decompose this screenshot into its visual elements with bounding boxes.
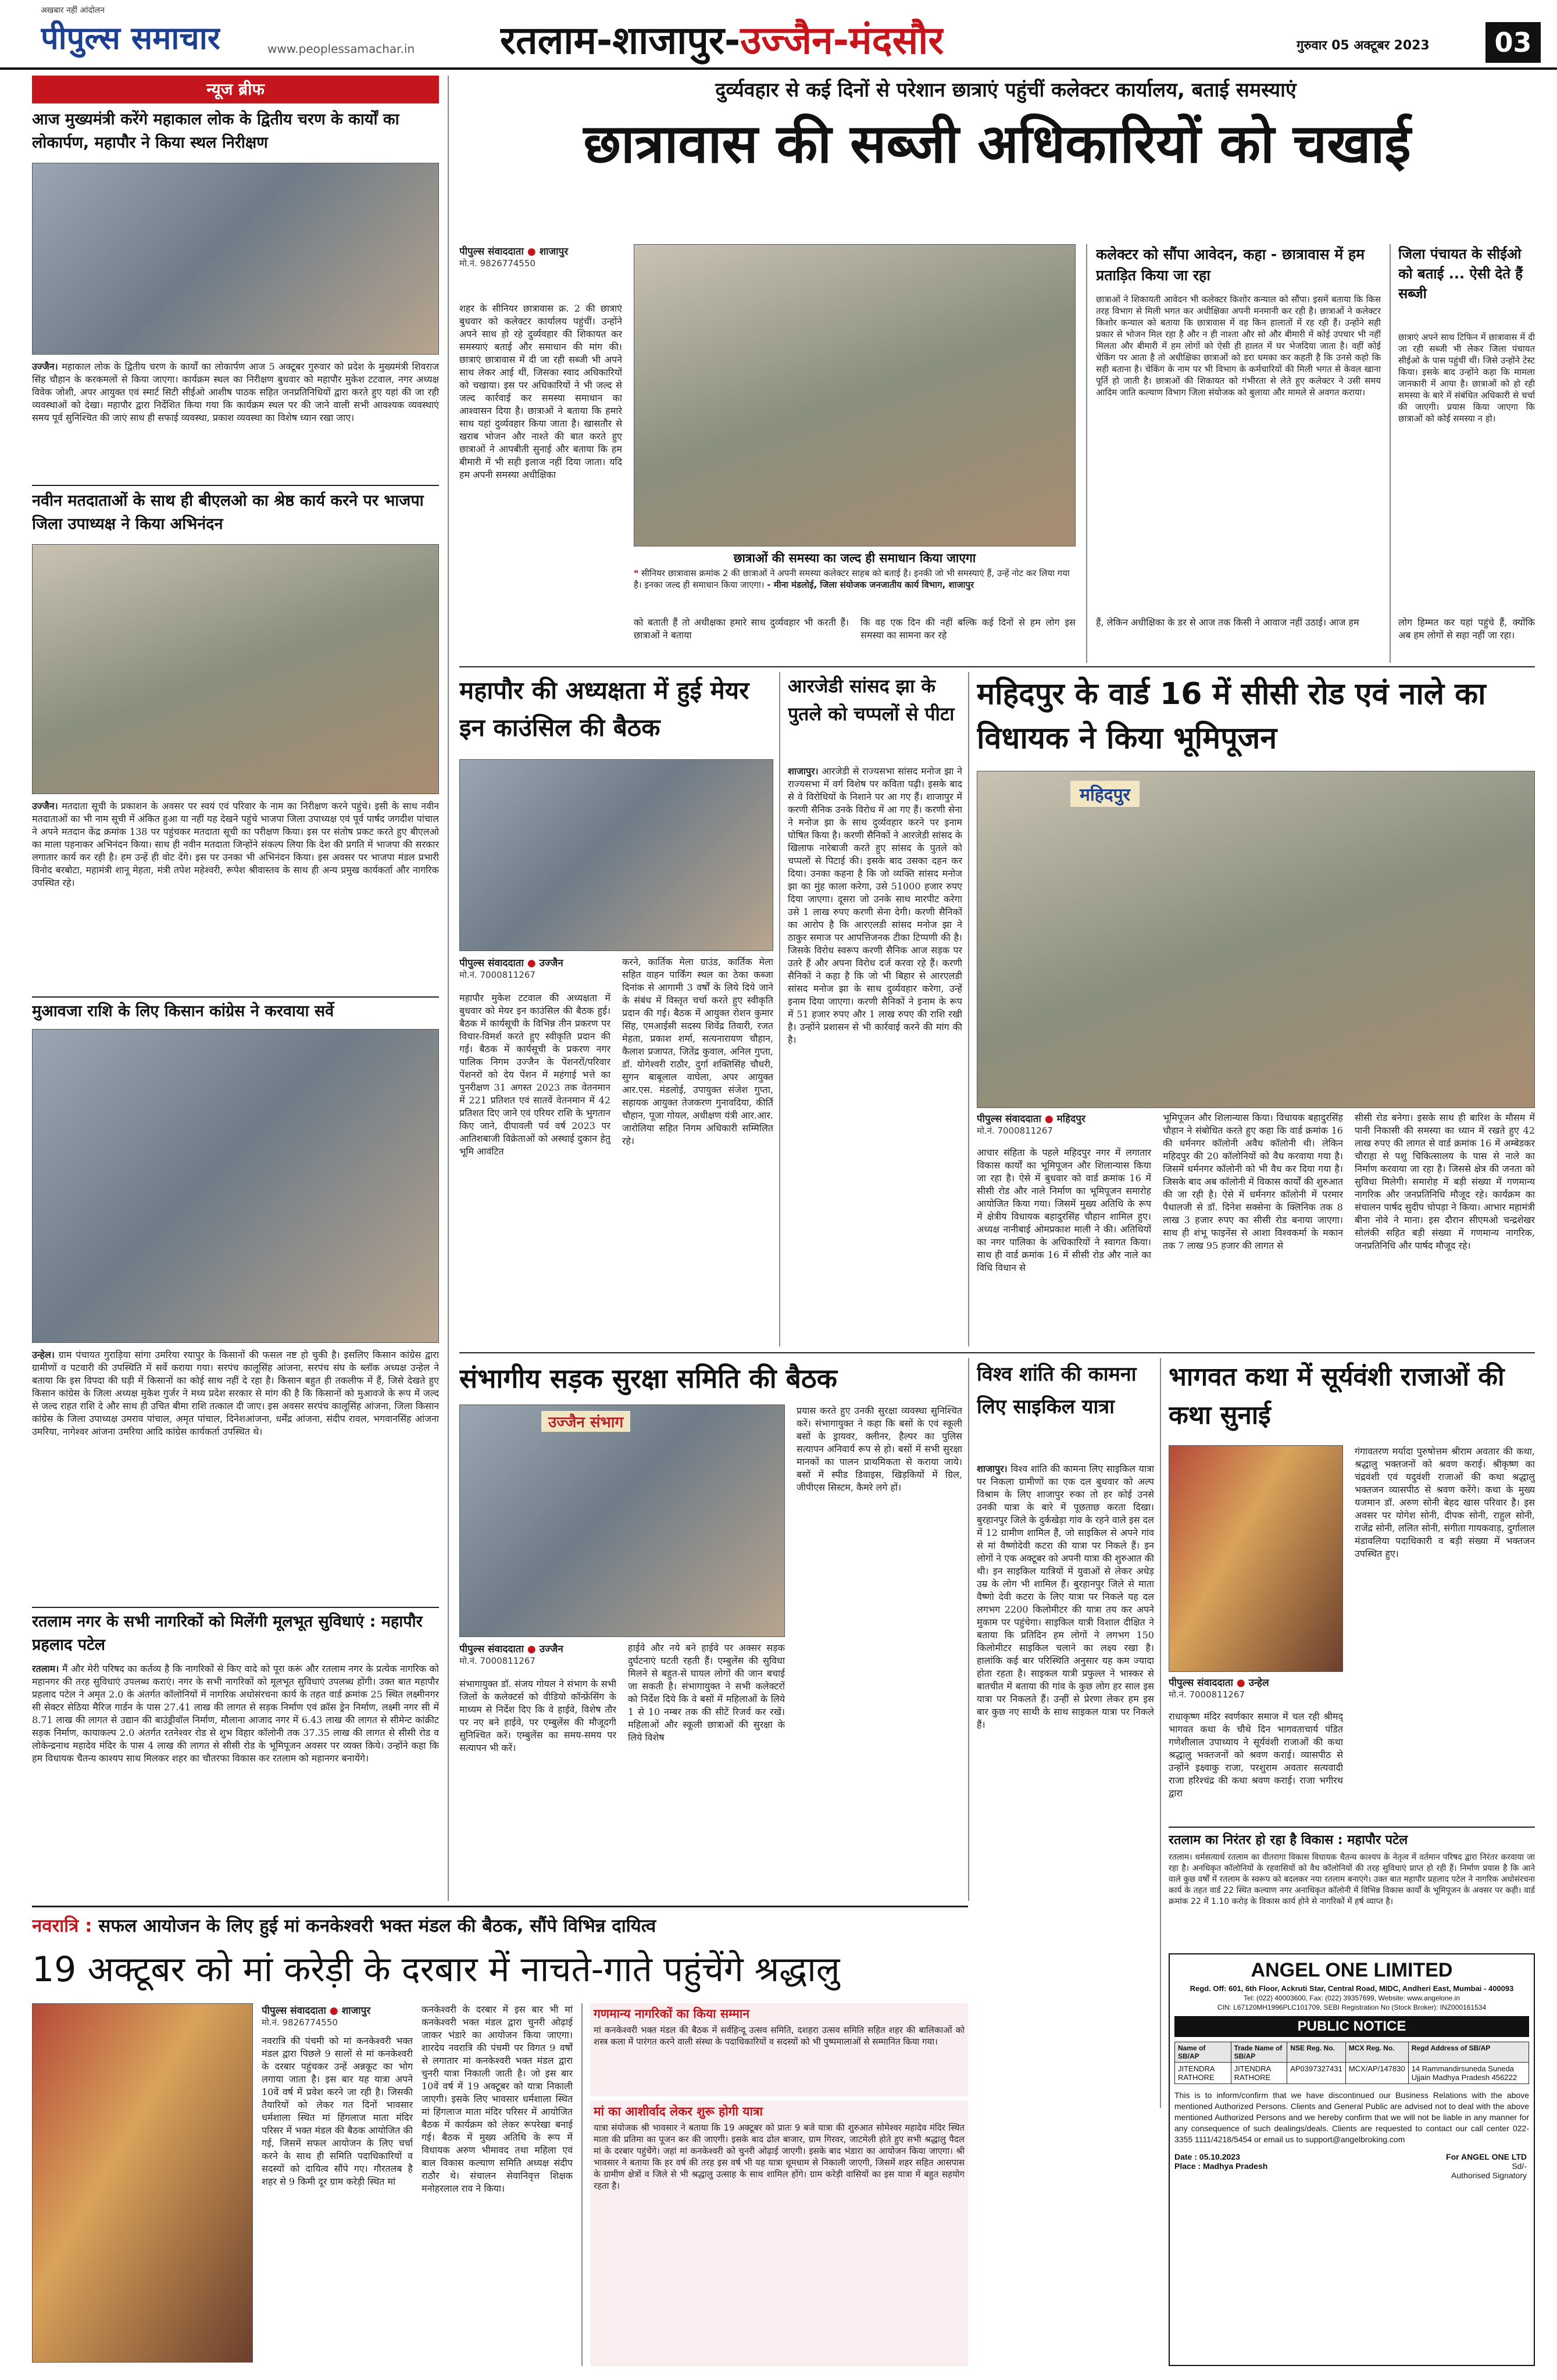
divider bbox=[32, 1607, 439, 1608]
rjd-text: आरजेडी से राज्यसभा सांसद मनोज झा ने राज्यसभा में वर्ग विशेष पर कविता पढ़ी। इसके बाद से वे विरोधियों के निशाने पर आ गए हैं। शाजापुर में करणी सैनिक उनके विरोध में आ गए हैं। करणी सेना ने मनोज झा के साथ दुर्व्यवहार करने पर इनाम घोषित किया है। करणी सैनिकों ने आरजेडी सांसद के खिलाफ नारेबाजी करते हुए सांसद के पुतले को चप्पलों से पिटाई की। इसके बाद उसका दहन कर दिया। उनका कहना है कि जो व्यक्ति सांसद मनोज झा का मुंह काला करेगा, उसे 51000 हजार रुपए दिया जाएगा। दूसरा जो उनके साथ मारपीट करेगा उसे 1 लाख रुपए करणी सेना देगी। करणी सैनिकों का आरोप है कि आरएलडी सांसद मनोज झा ने ठाकुर समाज पर आपत्तिजनक टीका टिप्पणी की है। जिसके विरोध स्वरूप करणी सैनिक आज सड़क पर उतरे हैं और अपना विरोध दर्ज करवा रहे हैं। करणी सैनिकों ने कहा है कि जो भी बिहार से आरएलडी सांसद मनोज झा के साथ दुर्व्यवहार करेगा, उन्हें इनाम दिया जाएगा। करणी सैनिकों ने इनाम के रूप में 51 हजार रुपए और 1 लाख रुपए की राशि रखी है। उन्होंने प्रशासन से भी कार्रवाई करने की मांग की है। bbox=[788, 766, 962, 1045]
brief-2-headline: नवीन मतदाताओं के साथ ही बीएलओ का श्रेष्ठ कार्य करने पर भाजपा जिला उपाध्यक्ष ने किया अभिनंदन bbox=[32, 492, 424, 533]
lead-cont-a: को बताती हैं तो अधीक्षका हमारे साथ दुर्व्यवहार भी करती हैं। छात्राओं ने बताया bbox=[634, 617, 849, 641]
byline-mobile: मो.नं. 9826774550 bbox=[262, 2017, 338, 2028]
masthead bbox=[0, 0, 1557, 70]
brief-3-city: उन्हेल। bbox=[32, 1349, 55, 1360]
brief-3-photo bbox=[32, 1029, 439, 1343]
notice-text: This is to inform/confirm that we have discontinued our Business Relations with the above mentioned Authorized Persons. Clients and General Public are advised not to deal with the above mentioned Authorized Persons and we hereby confirm that we will not be liable in any manner for any consequence of such dealings/deals. Clients are requested to contact our call center 022-3355 1111/4218/5454 or email us to support@angelbroking.com bbox=[1174, 2090, 1529, 2144]
byline-place: शाजापुर bbox=[539, 246, 569, 258]
lead-story bbox=[459, 76, 1535, 663]
ratlam-headline: रतलाम का निरंतर हो रहा है विकास : महापौर पटेल bbox=[1169, 1833, 1408, 1847]
bullet-icon: ● bbox=[527, 1643, 536, 1655]
brief-4-text: मैं और मेरी परिषद का कर्तव्य है कि नागरिकों से किए वादे को पूरा करूं और रतलाम नगर के प्रत्येक नागरिक को महानगर की तरह सुविधाएं उपलब्ध कराएं। नगर के सभी नागरिकों को मूलभूत सुविधाएं उपलब्ध होंगी। उक्त बात महापौर प्रहलाद पटेल ने अमृत 2.0 के अंतर्गत कॉलोनियों में नागरिक अधोसंरचना कार्य के तहत वार्ड क्रमांक 25 स्थित लक्ष्मीनगर सी सेक्टर सेठिया मैरिज गार्डन के पास 27.41 लाख की लागत से सड़क निर्माण एवं क्रॉस ड्रेन निर्माण, लक्ष्मी नगर सी में 8.71 लाख की लागत से उद्यान की बाउंड्रीवॉल निर्माण, मौलाना आजाद नगर में 6.43 लाख की लागत से सीमेन्ट कांक्रीट सड़क निर्माण, कायाकल्प 2.0 अंतर्गत रतनेश्वर रोड से शुभ विहार कॉलोनी तक 37.35 लाख की लागत से सीसी रोड व लोकेन्द्रनाथ महादेव मंदिर के पास 4 लाख की लागत से सीसी रोड के भूमिपूजन अवसर पर व्यक्त किये। उन्होंने कहा कि हम विधायक चैतन्य काश्यप साथ मिलकर शहर का चौतरफा विकास कर रतलाम को महानगर बनायेंगे। bbox=[32, 1663, 439, 1764]
byline-place: शाजापुर bbox=[341, 2005, 371, 2017]
column-rule bbox=[968, 1358, 969, 1901]
notice-cell: JITENDRA RATHORE bbox=[1175, 2063, 1231, 2084]
navratri-box-honor bbox=[590, 2003, 968, 2096]
notice-date: Date : 05.10.2023 bbox=[1174, 2152, 1240, 2161]
brief-2-text: मतदाता सूची के प्रकाशन के अवसर पर स्वयं एवं परिवार के नाम का निरीक्षण करने पहुंचे। इसी के साथ नवीन मतदाताओं का भी नाम सूची में अंकित हुआ या नहीं यह देखने पहुंचे भाजपा जिला उपाध्यक्ष एवं पूर्व पार्षद जगदीश पांचाल ने अपने मतदान केंद्र क्रमांक 138 पर पहुंचकर मतदाता सूची का परीक्षण किया। इस पर संतोष प्रकट करते हुए बीएलओ का माला पहनाकर अभिनंदन किया। साथ ही नवीन मतदाता जिन्होंने संकल्प लिया कि देश की प्रगति में भाजपा की सरकार लगातार कार्य कर रही है। हम उन्हें ही वोट देंगे। इस पर उनका भी अभिनंदन किया। इस अवसर पर भाजपा मंडल प्रभारी विनोद बरबोटा, महामंत्री शानू मेहता, मंत्री तपेश महेश्वरी, रूपेश श्रीवास्तव के साथ ही अन्य प्रमुख कार्यकर्ता और नागरिक उपस्थित रहे। bbox=[32, 801, 439, 888]
brief-1-city: उज्जैन। bbox=[32, 361, 58, 372]
notice-cell: JITENDRA RATHORE bbox=[1231, 2063, 1287, 2084]
brief-4-city: रतलाम। bbox=[32, 1663, 59, 1674]
notice-cell: 14 Rammandirsuneda Suneda Ujjain Madhya Pradesh 456222 bbox=[1408, 2063, 1529, 2084]
cycle-city: शाजापुर। bbox=[977, 1463, 1008, 1474]
navratri-headline: 19 अक्टूबर को मां करेड़ी के दरबार में नाचते-गाते पहुंचेंगे श्रद्धालु bbox=[32, 1949, 840, 1990]
notice-regd: Regd. Off: 601, 6th Floor, Ackruti Star, Central Road, MIDC, Andheri East, Mumbai - 400093 bbox=[1190, 1984, 1514, 1993]
navratri-col2: कनकेश्वरी के दरबार में इस बार भी मां कनकेश्वरी भक्त मंडल द्वारा चुनरी ओढ़ाई जाकर भंडारे का आयोजन किया जाएगा। शारदेय नवरात्रि की पंचमी पर विगत 9 वर्षों से लगातार मां कनकेश्वरी भक्त मंडल द्वारा चुनरी यात्रा निकाली जाती है। जो इस बार 10वें वर्ष में 19 अक्टूबर को यात्रा निकाली जाएगी। इसके लिए भावसार धर्मशाला स्थित मां हिंगलाज माता मंदिर परिसर में आयोजित बैठक में कार्यक्रम को लेकर रूपरेखा बनाई गई। बैठक में मुख्य अतिथि के रूप में विधायक अरुण भीमावद तथा महिला एवं बाल विकास कल्याण समिति अध्यक्ष संदीप राठौर थे। संचालन सेवानिवृत्त शिक्षक मनोहरलाल राव ने किया। bbox=[422, 2004, 573, 2194]
mayor-story bbox=[459, 672, 773, 1346]
notice-place: Place : Madhya Pradesh bbox=[1174, 2161, 1268, 2171]
road-headline: संभागीय सड़क सुरक्षा समिति की बैठक bbox=[459, 1363, 837, 1394]
lead-photo-caption: छात्राओं की समस्या का जल्द ही समाधान किया जाएगा bbox=[733, 551, 976, 565]
edition-title-b: उज्जैन-मंदसौर bbox=[740, 18, 944, 63]
road-col2: हाईवे और नये बने हाईवे पर अक्सर सड़क दुर्घटनाएं घटती रहती हैं। एम्बुलेंस की सुविधा मिलने से बहुत-से घायल लोगों की जान बचाई जा सकती है। संभागायुक्त ने सभी कलेक्टरों को निर्देश दिये कि वे बसों में महिलाओं के लिये 1 से 10 नम्बर तक की सीटें रिजर्व कर रखें। महिलाओं और स्कूली छात्राओं की सुरक्षा के लिये विशेष bbox=[628, 1642, 785, 1743]
byline-mobile: मो.नं. 7000811267 bbox=[1169, 1689, 1245, 1700]
news-brief-column bbox=[32, 76, 439, 1901]
mahidpur-banner: महिदपुर bbox=[1070, 781, 1140, 807]
mahidpur-byline bbox=[977, 1112, 1151, 1137]
box-yatra-title: मां का आशीर्वाद लेकर शुरू होगी यात्रा bbox=[594, 2104, 763, 2118]
lead-body-col1: शहर के सीनियर छात्रावास क्र. 2 की छात्राएं बुधवार को कलेक्टर कार्यालय पहुंचीं। उन्होंने अपने साथ हो रहे दुर्व्यवहार की शिकायत कर समस्याएं बताई और समाधान की मांग की। छात्राएं छात्रावास में दी जा रही सब्जी भी अपने साथ लेकर आई थीं, जिसका स्वाद अधिकारियों को चखाया। इस पर अधिकारियों ने भी जल्द से जल्द कार्रवाई कर समस्या समाधान का आश्वासन दिया है। छात्राओं ने बताया कि हमारे साथ यहां दुर्व्यवहार किया जाता है। खासतौर से खराब भोजन और नाश्ते की बात करते हुए छात्राओं ने आपबीती सुनाई और बताया कि हम बीमारी में भी सही इलाज नहीं दिया जाता। यदि हम अपनी समस्या अधीक्षिका bbox=[459, 303, 622, 480]
rjd-city: शाजापुर। bbox=[788, 766, 819, 777]
road-col3: प्रयास करते हुए उनकी सुरक्षा व्यवस्था सुनिश्चित करें। संभागायुक्त ने कहा कि बसों के एवं स्कूली बसों के ड्रायवर, क्लीनर, हैल्पर का पुलिस सत्यापन अनिवार्य रूप से हो। बसों में सभी सुरक्षा मानकों का पालन प्राथमिकता से कराया जाये। बसों में स्पीड डिवाइस, खिड़कियों में ग्रिल, जीपीएस सिस्टम, कैमरे लगे हों। bbox=[797, 1405, 962, 1493]
mayor-col2: करने, कार्तिक मेला ग्राउंड, कार्तिक मेला सहित वाहन पार्किंग स्थल का ठेका कब्जा दिनांक से आगामी 3 वर्षों के लिये दिये जाने के संबंध में विस्तृत चर्चा करते हुए स्वीकृति प्रदान की गई। बैठक में आयुक्त रोशन कुमार सिंह, एमआईसी सदस्य शिवेंद्र तिवारी, रजत मेहता, प्रकाश शर्मा, सत्यनारायण चौहान, कैलाश प्रजापत, जितेंद्र कुवाल, अनिल गुप्ता, डॉ. योगेश्वरी राठौर, दुर्गा शक्तिसिंह चौधरी, सुगन बाबूलाल वाघेला, अपर आयुक्त आर.एस. मंडलोई, उपायुक्त संजेश गुप्ता, सहायक आयुक्त तेजकरण गुनावदिया, कीर्ति चौहान, पूजा गोयल, अधीक्षण यंत्री आर.आर. जारोलिया सहित निगम अधिकारी सम्मिलित रहे। bbox=[622, 956, 773, 1146]
bhagwat-story bbox=[1169, 1358, 1535, 1823]
navratri-kicker-text: सफल आयोजन के लिए हुई मां कनकेश्वरी भक्त मंडल की बैठक, सौंपे विभिन्न दायित्व bbox=[98, 1916, 656, 1936]
notice-for: For ANGEL ONE LTD bbox=[1446, 2152, 1527, 2161]
navratri-box-yatra bbox=[590, 2101, 968, 2366]
table-row bbox=[1175, 2063, 1529, 2084]
brief-4-headline: रतलाम नगर के सभी नागरिकों को मिलेंगी मूलभूत सुविधाएं : महापौर प्रहलाद पटेल bbox=[32, 1613, 423, 1654]
rjd-headline: आरजेडी सांसद झा के पुतले को चप्पलों से पीटा bbox=[788, 675, 955, 725]
cycle-text: विश्व शांति की कामना लिए साइकिल यात्रा पर निकला ग्रामीणों का एक दल बुधवार को अल्प विश्राम के लिए शाजापुर रुका तो हर कोई उनसे उनकी यात्रा के बारे में पूछताछ करता दिखा। बुरहानपुर जिले के दुर्कखेड़ा गांव के रहने वाले इस दल में 12 ग्रामीण शामिल हैं, जो साइकिल से अपने गांव से मां वैष्णोदेवी कटरा की यात्रा पर निकले हैं। इन लोगों ने एक अक्टूबर को अपनी यात्रा की शुरुआत की थी। इन साइकिल यात्रियों में युवाओं से लेकर अधेड़ उम्र के लोग भी शामिल हैं। बुरहानपुर जिले से माता वैष्णो देवी कटरा के लिए यात्रा पर निकले यह दल लगभग 2200 किलोमीटर की यात्रा तय कर अपने मुकाम पर पहुंचेगा। साइकिल यात्री विशाल दीक्षित ने बताया कि प्रतिदिन हम लोगों ने लगभग 150 किलोमीटर साइकिल चलाने का लक्ष्य रखा है। हालांकि कई बार परिस्थिति अनुसार यह कम ज्यादा होता रहता है। साइकल यात्री प्रफुल्ल ने भास्कर से बातचीत में बताया की गांव के कुछ लोग हर साल इस यात्रा पर निकलते हैं। उन्हीं से प्रेरणा लेकर हम इस बार कुछ नए साथी के साथ साइकल यात्रा पर निकले हैं। bbox=[977, 1463, 1154, 1730]
lead-photo bbox=[634, 244, 1076, 546]
cycle-body bbox=[977, 1463, 1154, 2108]
divider bbox=[459, 1352, 1535, 1353]
notice-cell: AP0397327431 bbox=[1287, 2063, 1346, 2084]
mahidpur-col3: सीसी रोड बनेगा। इसके साथ ही बारिश के मौसम में पानी निकासी की समस्या का ध्यान में रखते हुए 42 लाख रुपए की लागत से वार्ड क्रमांक 16 में अम्बेडकर चौराहा से पशु चिकित्सालय के पास से नाले का निर्माण करवाया जा रहा है। जिससे क्षेत्र की जनता को सुविधा मिलेगी। समारोह में बड़ी संख्या में गणमान्य नागरिक और जनप्रतिनिधि मौजूद रहे। कार्यक्रम का संचालन पार्षद सुदीप चोपड़ा ने किया। आभार महामंत्री बीना नोवे ने माना। इस दौरान सीएमओ चन्द्रशेखर सोलंकी सहित बड़ी संख्या में गणमान्य नागरिक, जनप्रतिनिधि और पार्षद मौजूद रहे। bbox=[1355, 1112, 1535, 1251]
mahidpur-headline: महिदपुर के वार्ड 16 में सीसी रोड एवं नाले का विधायक ने किया भूमिपूजन bbox=[977, 677, 1486, 756]
mayor-byline bbox=[459, 956, 610, 981]
quote-icon: ❝ bbox=[634, 568, 639, 578]
road-safety-story bbox=[459, 1358, 962, 1901]
navratri-byline bbox=[262, 2003, 413, 2028]
byline-mobile: मो.नं. 9826774550 bbox=[459, 258, 535, 269]
quote-author: - मीना मंडलोई, जिला संयोजक जनजातीय कार्य विभाग, शाजापुर bbox=[767, 580, 974, 590]
rjd-body bbox=[788, 765, 962, 1346]
lead-kicker: दुर्व्यवहार से कई दिनों से परेशान छात्राएं पहुंचीं कलेक्टर कार्यालय, बताई समस्याएं bbox=[715, 78, 1297, 102]
notice-col: Trade Name of SB/AP bbox=[1231, 2042, 1287, 2063]
rjd-story bbox=[788, 672, 962, 1346]
byline-place: उज्जैन bbox=[539, 1643, 563, 1655]
notice-contact: Tel: (022) 40003600, Fax: (022) 39357699, Website: www.angelone.in bbox=[1243, 1994, 1460, 2002]
column-rule bbox=[581, 2003, 583, 2366]
brief-3-headline: मुआवजा राशि के लिए किसान कांग्रेस ने करवाया सर्वे bbox=[32, 1002, 334, 1020]
notice-sd: Sd/- bbox=[1512, 2161, 1527, 2171]
lead-quote bbox=[634, 567, 1076, 614]
notice-table-header bbox=[1175, 2042, 1529, 2063]
bhagwat-photo bbox=[1169, 1445, 1343, 1672]
brief-4-body bbox=[32, 1663, 439, 1901]
box-honor-body: मां कनकेश्वरी भक्त मंडल की बैठक में सर्वहिन्दू उत्सव समिति, दशहरा उत्सव समिति सहित शहर की बालिकाओं को शस्त्र कला में पारंगत करने वाली संस्था के पदाधिकारियों व सदस्यों को भी पुष्पमालाओं से सम्मानित किया गया। bbox=[594, 2025, 965, 2047]
mayor-headline: महापौर की अध्यक्षता में हुई मेयर इन काउंसिल की बैठक bbox=[459, 676, 749, 742]
notice-title: PUBLIC NOTICE bbox=[1174, 2016, 1529, 2037]
byline-mobile: मो.नं. 7000811267 bbox=[459, 970, 535, 980]
divider bbox=[1169, 1827, 1535, 1828]
brief-1-photo bbox=[32, 163, 439, 355]
byline-place: उज्जैन bbox=[539, 957, 563, 969]
bullet-icon: ● bbox=[527, 957, 536, 969]
notice-cell: MCX/AP/147830 bbox=[1345, 2063, 1408, 2084]
bullet-icon: ● bbox=[527, 246, 536, 258]
column-rule bbox=[1390, 244, 1391, 663]
quote-text: सीनियर छात्रावास क्रमांक 2 की छात्राओं ने अपनी समस्या कलेक्टर साहब को बताई है। इनकी जो भी समस्याएं हैं, उन्हें नोट कर लिया गया है। इनका जल्द ही समाधान किया जाएगा। bbox=[634, 568, 1070, 590]
column-rule bbox=[1160, 1358, 1161, 2108]
byline-mobile: मो.नं. 7000811267 bbox=[977, 1125, 1053, 1136]
lead-cont-b: कि वह एक दिन की नहीं बल्कि कई दिनों से हम लोग इस समस्या का सामना कर रहे bbox=[860, 617, 1076, 641]
cycle-story bbox=[977, 1358, 1154, 2108]
byline-name: पीपुल्स संवाददाता bbox=[459, 957, 524, 969]
navratri-label: नवरात्रि : bbox=[32, 1916, 92, 1936]
byline-name: पीपुल्स संवाददाता bbox=[977, 1113, 1041, 1125]
notice-col: Name of SB/AP bbox=[1175, 2042, 1231, 2063]
road-byline bbox=[459, 1642, 616, 1667]
brief-3-body bbox=[32, 1349, 439, 1604]
lead-headline: छात्रावास की सब्जी अधिकारियों को चखाई bbox=[583, 113, 1411, 175]
issue-date: गुरुवार 05 अक्टूबर 2023 bbox=[1297, 38, 1430, 53]
byline-name: पीपुल्स संवाददाता bbox=[459, 1643, 524, 1655]
road-col1: संभागायुक्त डॉ. संजय गोयल ने संभाग के सभी जिलों के कलेक्टर्स को वीडियो कॉन्फ्रेंसिंग के माध्यम से निर्देश दिए कि वे हाईवे, विशेष तौर पर नए बने हाईवे, पर एम्बुलेंस की मौजूदगी सुनिश्चित करें। एम्बुलेंस का समय-समय पर सत्यापन भी करें। bbox=[459, 1678, 616, 1753]
side-heading: कलेक्टर को सौंपा आवेदन, कहा - छात्रावास में हम प्रताड़ित किया जा रहा bbox=[1096, 246, 1365, 284]
ratlam-story bbox=[1169, 1831, 1535, 1947]
mahidpur-story bbox=[977, 672, 1535, 1346]
bhagwat-byline bbox=[1169, 1675, 1343, 1700]
road-banner: उज्जैन संभाग bbox=[541, 1411, 630, 1432]
bullet-icon: ● bbox=[1236, 1677, 1245, 1689]
navratri-photo bbox=[32, 2003, 253, 2363]
notice-col: Regd Address of SB/AP bbox=[1408, 2042, 1529, 2063]
byline-name: पीपुल्स संवाददाता bbox=[1169, 1677, 1233, 1689]
divider bbox=[32, 485, 439, 486]
far-heading: जिला पंचायत के सीईओ को बताई ... ऐसी देते हैं सब्जी bbox=[1398, 246, 1523, 302]
edition-title-a: रतलाम-शाजापुर- bbox=[500, 18, 741, 63]
column-rule bbox=[968, 672, 969, 1346]
bhagwat-headline: भागवत कथा में सूर्यवंशी राजाओं की कथा सुनाई bbox=[1169, 1362, 1505, 1430]
notice-cin: CIN: L67120MH1996PLC101709, SEBI Registration No (Stock Broker): INZ000161534 bbox=[1217, 2003, 1487, 2011]
ratlam-body: रतलाम। धर्मसत्यार्थ रतलाम का वीतरागा विकास विधायक चैतन्य काश्यप के नेतृत्व में वर्तमान परिषद द्वारा निरंतर करवाया जा रहा है। अनधिकृत कॉलोनियों के रहवासियों को वैध कॉलोनियों की तरह सुविधाएं प्राप्त हो रही हैं। निर्माण प्रयास है कि आने वाले कुछ वर्षों में रतलाम के स्वरूप को बदलकर नया रतलाम बनाएंगे। उक्त बात महापौर प्रहलाद पटेल ने नागरिक अधोसंरचना कार्य के तहत वार्ड 22 स्थित कल्याण नगर अनाधिकृत कॉलोनी में विभिन्न विकास कार्यों के भूमिपूजन के अवसर पर कही। वार्ड क्रमांक 22 में 1.10 करोड़ के विकास कार्य होने से नागरिकों में हर्ष व्याप्त है। bbox=[1169, 1853, 1535, 1906]
divider bbox=[32, 996, 439, 998]
box-honor-title: गणमान्य नागरिकों का किया सम्मान bbox=[594, 2007, 750, 2021]
mayor-photo bbox=[459, 759, 773, 951]
cycle-headline: विश्व शांति की कामना लिए साइकिल यात्रा bbox=[977, 1363, 1137, 1418]
public-notice bbox=[1169, 1953, 1535, 2366]
news-brief-label: न्यूज ब्रीफ bbox=[32, 76, 439, 103]
notice-company: ANGEL ONE LIMITED bbox=[1251, 1959, 1453, 1981]
mahidpur-col1: आचार संहिता के पहले महिदपुर नगर में लगातार विकास कार्यों का भूमिपूजन और शिलान्यास किया जा रहा है। ऐसे में बुधवार को वार्ड क्रमांक 16 में सीसी रोड और नाले निर्माण का भूमिपूजन समारोह आयोजित किया गया। जिसमें मुख्य अतिथि के रूप में क्षेत्रीय विधायक बहादुरसिंह चौहान शामिल हुए। अध्यक्ष नानीबाई ओमप्रकाश माली ने की। अतिथियों का नगर पालिका के अधिकारियों ने स्वागत किया। साथ ही वार्ड क्रमांक 16 में सीसी रोड और नाले का विधि विधान से bbox=[977, 1147, 1151, 1273]
column-rule bbox=[448, 76, 449, 1901]
bhagwat-col2: गंगावतरण मर्यादा पुरुषोत्तम श्रीराम अवतार की कथा, श्रद्धालु भक्तजनों को श्रवण कराई। श्रीकृष्ण का चंद्रवंशी एवं यदुवंशी राजाओं की कथा श्रद्धालु भक्तजन व्यासपीठ से श्रवण करेंगे। कथा के मुख्य यजमान डॉ. अरुण सोनी बेहद खास परिवार है। इस अवसर पर योगेश सोनी, दीपक सोनी, राहुल सोनी, राजेंद्र सोनी, ललित सोनी, संगीता गायकवाड़, दुर्गालाल मंडावलिया पदाधिकारी व बड़ी संख्या में भक्तजन उपस्थित हुए। bbox=[1355, 1446, 1535, 1559]
brief-3-text: ग्राम पंचायत गुराड़िया सांगा उमरिया रयापुर के किसानों की फसल नष्ट हो चुकी है। इसलिए किसान कांग्रेस द्वारा ग्रामीणों व पटवारी की उपस्थिति में सर्वे कराया गया। सरपंच कालूसिंह आंजना, सरपंच संघ के ब्लॉक अध्यक्ष उन्हेल ने बताया कि इस विपदा की घड़ी में किसानों का कोई साथ नहीं दे रहा है। किसान बहुत ही तकलीफ में हैं, जिसे देखते हुए किसान कांग्रेस के जिला अध्यक्ष मुकेश गुर्जर ने मध्य प्रदेश सरकार से मांग की है कि किसानों को मुआवजे के रूप में जल्द से जल्द राहत राशि दे और साथ ही उचित बीमा राशि तत्काल दी जाए। इस अवसर सरपंच कालूसिंह आंजना, जिला किसान कांग्रेस के जिला उपाध्यक्ष उमराव पांचाल, अमृत पांचाल, दिनेशआंजना, धर्मेंद्र आंजना, संदीप रावल, भगवानसिंह आंजना उमरिया, नागेश्वर आंजना उमरिया आदि कांग्रेस कार्यकर्ता उपस्थित थे। bbox=[32, 1349, 439, 1437]
notice-col: MCX Reg. No. bbox=[1345, 2042, 1408, 2063]
brand-logo: पीपुल्स समाचार bbox=[41, 20, 220, 56]
byline-name: पीपुल्स संवाददाता bbox=[262, 2005, 326, 2017]
brief-2-photo bbox=[32, 544, 439, 794]
mahidpur-col2: भूमिपूजन और शिलान्यास किया। विधायक बहादुरसिंह चौहान ने संबोधित करते हुए कहा कि वार्ड क्रमांक 16 की धर्मनगर कॉलोनी अवैध कॉलोनी थी। लेकिन महिदपुर की 20 कॉलोनियों को वैध करवाया गया है। जिसमें धर्मनगर कॉलोनी को भी वैध कर दिया गया है। जिसके बाद अब कॉलोनी में विकास कार्यों की शुरुआत की जा रही है। ऐसे में धर्मनगर कॉलोनी में परमार पैथालजी से डॉ. दिनेश सक्सेना के क्लिनिक तक 8 लाख 3 हजार रुपए का सीसी रोड बनाया जाएगा। साथ ही शंभू फाइनेंस से आशा विश्वकर्मा के मकान तक 7 लाख 95 हजार की लागत से bbox=[1163, 1112, 1343, 1251]
divider bbox=[32, 1906, 968, 1907]
notice-table bbox=[1174, 2042, 1529, 2084]
brief-1-headline: आज मुख्यमंत्री करेंगे महाकाल लोक के द्वितीय चरण के कार्यों का लोकार्पण, महापौर ने किया स्थल निरीक्षण bbox=[32, 110, 399, 152]
divider bbox=[459, 666, 1535, 667]
column-rule bbox=[1086, 244, 1087, 663]
side-body: छात्राओं ने शिकायती आवेदन भी कलेक्टर किशोर कन्याल को सौंपा। इसमें बताया कि किस तरह विभाग से मिली भगत कर अधीक्षिका अपनी मनमानी कर रही है। छात्राओं ने कलेक्टर किशोर कन्याल को बताया कि छात्रावास में वह किन हालातों में रह रही हैं। उन्होंने सही प्रकार से भोजन मिल रहा है और न ही नाश्ता और सो और बीमारी में कोई उपचार भी नहीं मिलता और बीमारी में हम लोगों को ऐसी ही हालत में घर भेजदिया जाता है। वहीं कोई चेकिंग पर आता है तो अधीक्षिका छात्राओं को डरा धमका कर कहती है कि उनसे कहो कि सही बताना है। चेकिंग के नाम पर भी विभाग के कर्मचारियों की मिली भगत से केवल खाना पूर्ति हो जाती है। छात्राओं की शिकायत को गंभीरता से लेते हुए कलेक्टर ने उसी समय आदिम जाति कल्याण विभाग जिला संयोजक को बुलाया और मामले से अवगत कराया। bbox=[1096, 294, 1381, 398]
website[interactable]: www.peoplessamachar.in bbox=[267, 42, 415, 56]
edition-title bbox=[500, 13, 944, 65]
bhagwat-col1: राधाकृष्ण मंदिर स्वर्णकार समाज में चल रही श्रीमद् भागवत कथा के चौथे दिन भागवताचार्य पंडित गणेशीलाल उपाध्याय ने सूर्यवंशी राजाओं की कथा श्रद्धालु भक्तजनों को श्रवण कराई। व्यासपीठ से उन्होंने इक्ष्वाकु राजा, परशुराम अवतार सत्यवादी राजा हरिश्चंद्र की कथा श्रवण कराई। राजा भगीरथ द्वारा bbox=[1169, 1711, 1343, 1799]
brief-2-body bbox=[32, 800, 439, 992]
mahidpur-photo bbox=[977, 771, 1535, 1108]
side-cont: हैं, लेकिन अधीक्षिका के डर से आज तक किसी ने आवाज नहीं उठाई। आज हम bbox=[1096, 617, 1359, 628]
road-photo bbox=[459, 1405, 785, 1637]
byline-place: उन्हेल bbox=[1248, 1677, 1269, 1689]
notice-signatory: Authorised Signatory bbox=[1451, 2171, 1527, 2180]
column-rule bbox=[779, 672, 780, 1346]
brief-1-body bbox=[32, 360, 439, 477]
bullet-icon: ● bbox=[329, 2005, 338, 2017]
navratri-col1: नवरात्रि की पंचमी को मां कनकेश्वरी भक्त मंडल द्वारा पिछले 9 सालों से मां कनकेश्वरी के दरबार पहुंचकर उन्हें अन्नकूट का भोग लगाया जाता है। इस बार यह यात्रा अपने 10वें वर्ष में प्रवेश करने जा रही है। जिसकी तैयारियों को लेकर गत दिनों भावसार धर्मशाला स्थित मां हिंगलाज माता मंदिर परिसर में भक्त मंडल की बैठक आयोजित की गई, जिसमें सफल आयोजन के लिए चर्चा करने के साथ ही समिति पदाधिकारियों व सदस्यों को दायित्व सौंपे गए। गौरतलब है शहर से 9 किमी दूर ग्राम करेड़ी स्थित मां bbox=[262, 2035, 413, 2187]
brand-tagline: अखबार नहीं आंदोलन bbox=[41, 6, 105, 15]
byline-place: महिदपुर bbox=[1056, 1113, 1085, 1125]
byline-mobile: मो.नं. 7000811267 bbox=[459, 1656, 535, 1666]
far-cont: लोग हिम्मत कर यहां पहुंचे हैं, क्योंकि अब हम लोगों से सहा नहीं जा रहा। bbox=[1398, 617, 1535, 641]
byline-name: पीपुल्स संवाददाता bbox=[459, 246, 524, 258]
far-body: छात्राएं अपने साथ टिफिन में छात्रावास में दी जा रही सब्जी भी लेकर जिला पंचायत सीईओ के पास पहुंचीं थीं। जिसे उन्होंने टेस्ट किया। इसके बाद उन्होंने कहा कि मामला जानकारी में आया है। छात्राओं को हो रही समस्या के बारे में संबंधित अधिकारी से चर्चा की जाएगी। प्रयास किया जाएगा कि छात्राओं को कोई समस्या न हो। bbox=[1398, 332, 1535, 424]
navratri-kicker bbox=[32, 1913, 968, 1939]
bullet-icon: ● bbox=[1044, 1113, 1054, 1125]
brief-2-city: उज्जैन। bbox=[32, 801, 58, 812]
page-number: 03 bbox=[1485, 22, 1541, 63]
mayor-col1: महापौर मुकेश टटवाल की अध्यक्षता में बुधवार को मेयर इन काउंसिल की बैठक हुई। बैठक में कार्यसूची के विभिन्न तीन प्रकरण पर विचार-विमर्श करते हुए स्वीकृति प्रदान की गई। बैठक में कार्यसूची के प्रकरण नगर पालिक निगम उज्जैन के पेंशनरों/परिवार पेंशनरों को देय पेंशन में महंगाई भत्ते का पुनरीक्षण 31 अगस्त 2023 तक वेतनमान में 221 प्रतिशत एवं सातवें वेतनमान में 42 प्रतिशत दिए जाने एवं एरियर राशि के भुगतान किए जाने, दीपावली पर्व वर्ष 2023 पर आतिशबाजी विक्रेताओं को अस्थाई दुकान हेतु भूमि आवंटित bbox=[459, 992, 610, 1157]
notice-col: NSE Reg. No. bbox=[1287, 2042, 1346, 2063]
brief-1-text: महाकाल लोक के द्वितीय चरण के कार्यों का लोकार्पण आज 5 अक्टूबर गुरुवार को प्रदेश के मुख्यमंत्री शिवराज सिंह चौहान के करकमलों से किया जाएगा। कार्यक्रम स्थल का निरीक्षण बुधवार को महापौर मुकेश टटवाल, नगर अध्यक्ष विवेक जोशी, अपर आयुक्त एवं स्मार्ट सिटी सीईओ आशीष पाठक सहित जनप्रतिनिधियों द्वारा करते हुए यहां की जा रही व्यवस्थाओं को देखा। महापौर द्वारा निर्देशित किया गया कि कार्यक्रम स्थल पर की जाने वाली सभी आवश्यक व्यवस्थाएं समय पूर्व सुनिश्चित की जाएं साथ ही सफाई व्यवस्था, प्रकाश व्यवस्था का विशेष ध्यान रखा जाए। bbox=[32, 361, 439, 423]
box-yatra-body: यात्रा संयोजक श्री भावसार ने बताया कि 19 अक्टूबर को प्रातः 9 बजे यात्रा की शुरुआत सोमेश्वर महादेव मंदिर स्थित माता की प्रतिमा का पूजन कर की जाएगी। इसके बाद ढोल बाजार, ग्राम गिरवर, जाटमेली होते हुए सभी श्रद्धालु पैदल मां के दरबार पहुंचेंगे। जहां मां कनकेश्वरी को चुनरी ओढ़ाई जाएगी। इसके बाद भंडारा का आयोजन किया जाएगा। श्री भावसार ने बताया कि हर वर्ष की तरह इस वर्ष भी यह यात्रा धूमधाम से निकाली जाएगी, जिसमें शहर सहित आसपास के ग्रामीण क्षेत्रों व जिले से भी श्रद्धालु उत्साह के साथ शामिल होंगे। ग्राम करेड़ी वासियों का इस यात्रा में बहुत सहयोग रहता है। bbox=[594, 2122, 965, 2191]
